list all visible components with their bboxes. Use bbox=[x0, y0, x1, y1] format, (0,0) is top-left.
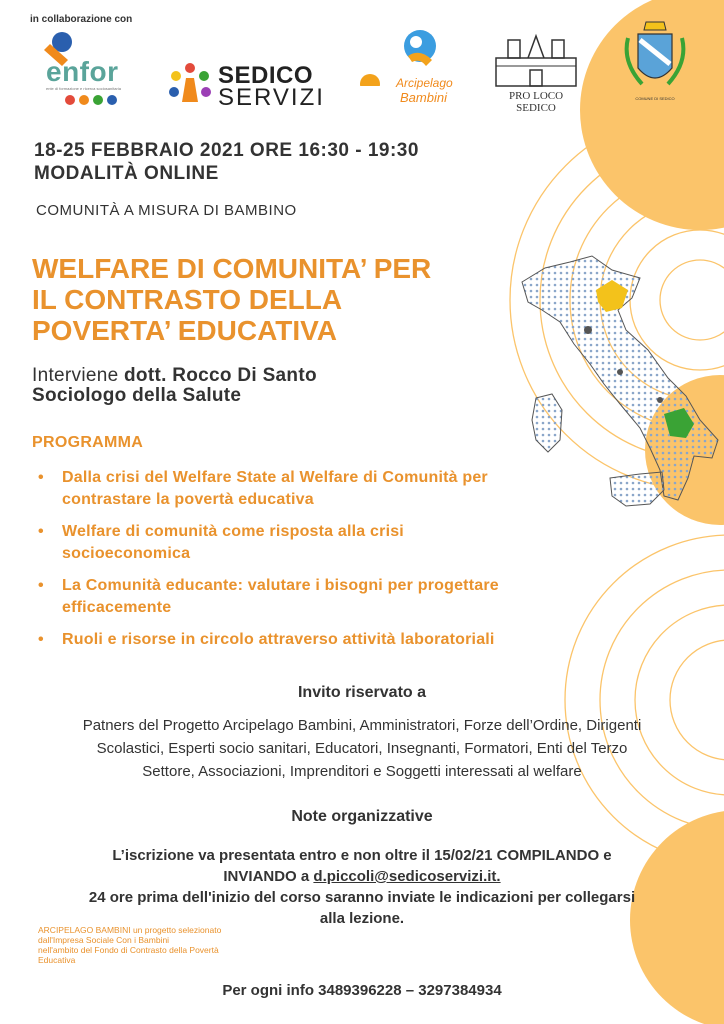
speaker-block bbox=[32, 366, 317, 406]
enfor-name: enfor bbox=[46, 56, 119, 87]
arcipelago-bambini-logo bbox=[356, 26, 456, 110]
comune-text: COMUNE DI SEDICO bbox=[635, 96, 675, 101]
invito-line: Settore, Associazioni, Imprenditori e Soggetti interessati al welfare bbox=[142, 763, 582, 780]
sedico-line1: SEDICO bbox=[218, 62, 314, 89]
title-line-1: WELFARE DI COMUNITA’ PER bbox=[32, 253, 432, 284]
speaker-line bbox=[32, 366, 317, 386]
sedico-line2: SERVIZI bbox=[218, 84, 325, 111]
note-line-1: L’iscrizione va presentata entro e non oltre il 15/02/21 COMPILANDO e bbox=[112, 847, 612, 864]
title-line-2: IL CONTRASTO DELLA bbox=[32, 284, 343, 315]
invito-body bbox=[30, 714, 694, 783]
invito-line: Scolastici, Esperti socio sanitari, Educatori, Insegnanti, Formatori, Enti del Terzo bbox=[96, 740, 628, 757]
invito-heading: Invito riservato a bbox=[297, 684, 427, 701]
note-line-2-prefix: INVIANDO a bbox=[223, 868, 314, 885]
sedico-servizi-logo bbox=[164, 62, 330, 112]
footnote-line: Educativa bbox=[38, 955, 76, 965]
speaker-role: Sociologo della Salute bbox=[32, 385, 242, 406]
email-link[interactable]: d.piccoli@sedicoservizi.it. bbox=[313, 868, 501, 885]
building-icon bbox=[490, 30, 582, 88]
programma-item-line: efficacemente bbox=[62, 599, 172, 616]
programma-item-line: contrastare la povertà educativa bbox=[62, 491, 314, 508]
programma-item-line: socioeconomica bbox=[62, 545, 191, 562]
event-subtitle: COMUNITÀ A MISURA DI BAMBINO bbox=[36, 202, 297, 219]
programma-item bbox=[34, 521, 594, 565]
note-line-4: alla lezione. bbox=[319, 910, 405, 927]
footnote-line: nell'ambito del Fondo di Contrasto della Povertà bbox=[38, 945, 219, 955]
sedico-people-icon bbox=[164, 62, 216, 108]
collaboration-label: in collaborazione con bbox=[30, 14, 133, 25]
comune-sedico-logo bbox=[620, 18, 690, 110]
invito-line: Patners del Progetto Arcipelago Bambini, Amministratori, Forze dell’Ordine, Dirigenti bbox=[82, 717, 642, 734]
programma-heading: PROGRAMMA bbox=[32, 434, 144, 451]
pro-loco-text: PRO LOCO SEDICO bbox=[508, 90, 564, 114]
coat-of-arms-icon bbox=[620, 18, 690, 98]
programma-item bbox=[34, 467, 594, 511]
note-line-2 bbox=[30, 866, 694, 887]
event-title bbox=[32, 253, 532, 346]
event-mode: MODALITÀ ONLINE bbox=[34, 163, 219, 184]
speaker-name: dott. Rocco Di Santo bbox=[124, 365, 317, 386]
project-footnote bbox=[38, 925, 268, 965]
speaker-prefix: Interviene bbox=[32, 365, 125, 386]
footnote-line: dall'Impresa Sociale Con i Bambini bbox=[38, 935, 170, 945]
programma-list bbox=[34, 467, 594, 661]
event-date: 18-25 FEBBRAIO 2021 ORE 16:30 - 19:30 bbox=[34, 140, 419, 161]
programma-item-line: Dalla crisi del Welfare State al Welfare di Comunità per bbox=[62, 469, 488, 486]
programma-item-line: Ruoli e risorse in circolo attraverso attività laboratoriali bbox=[62, 631, 495, 648]
note-line-3: 24 ore prima dell'inizio del corso saranno inviate le indicazioni per collegarsi bbox=[88, 889, 636, 906]
enfor-logo bbox=[40, 30, 130, 110]
arcipelago-line1: Arcipelago bbox=[396, 76, 453, 90]
note-body bbox=[30, 845, 694, 929]
footnote-line: ARCIPELAGO BAMBINI un progetto selezionato bbox=[38, 925, 222, 935]
programma-item bbox=[34, 629, 594, 651]
note-heading: Note organizzative bbox=[291, 808, 433, 825]
title-line-3: POVERTA’ EDUCATIVA bbox=[32, 315, 337, 346]
pro-loco-logo bbox=[490, 30, 582, 114]
programma-item-line: Welfare di comunità come risposta alla crisi bbox=[62, 523, 404, 540]
arcipelago-line2: Bambini bbox=[400, 90, 447, 105]
contact-info: Per ogni info 3489396228 – 3297384934 bbox=[222, 982, 502, 999]
programma-item-line: La Comunità educante: valutare i bisogni per progettare bbox=[62, 577, 499, 594]
programma-item bbox=[34, 575, 594, 619]
enfor-tagline: ente di formazione e ricerca sociosanitaria bbox=[46, 86, 121, 91]
